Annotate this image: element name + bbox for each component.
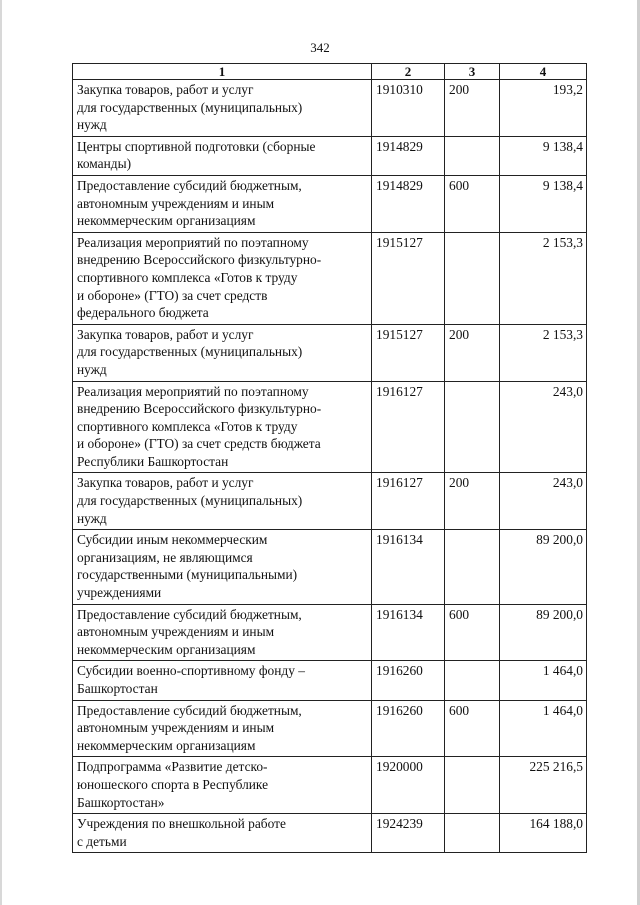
row-amount-cell: 1 464,0 [500, 661, 587, 700]
row-expense-type-cell [445, 136, 500, 175]
row-name-cell: Закупка товаров, работ и услуг для государственных (муниципальных) нужд [73, 473, 372, 530]
row-code-cell: 1916260 [372, 700, 445, 757]
row-code-cell: 1914829 [372, 136, 445, 175]
table-row [73, 232, 587, 324]
row-code-cell: 1916134 [372, 530, 445, 604]
page-number: 342 [310, 40, 330, 55]
row-code-cell: 1915127 [372, 232, 445, 324]
table-header-row [73, 64, 587, 80]
table-row [73, 814, 587, 853]
row-code-cell: 1915127 [372, 324, 445, 381]
column-header-4: 4 [500, 64, 587, 80]
row-code-cell: 1916127 [372, 473, 445, 530]
row-expense-type-cell: 200 [445, 324, 500, 381]
table-row [73, 80, 587, 137]
row-expense-type-cell [445, 757, 500, 814]
row-expense-type-cell: 600 [445, 175, 500, 232]
row-name-cell: Закупка товаров, работ и услуг для государственных (муниципальных) нужд [73, 80, 372, 137]
row-amount-cell: 193,2 [500, 80, 587, 137]
row-name-cell: Закупка товаров, работ и услуг для государственных (муниципальных) нужд [73, 324, 372, 381]
column-header-3: 3 [445, 64, 500, 80]
row-expense-type-cell: 200 [445, 473, 500, 530]
column-header-2: 2 [372, 64, 445, 80]
row-amount-cell: 2 153,3 [500, 232, 587, 324]
row-name-cell: Центры спортивной подготовки (сборные команды) [73, 136, 372, 175]
table-row [73, 700, 587, 757]
row-expense-type-cell [445, 381, 500, 473]
table-row [73, 136, 587, 175]
row-amount-cell: 9 138,4 [500, 175, 587, 232]
table-row [73, 381, 587, 473]
row-amount-cell: 243,0 [500, 381, 587, 473]
row-code-cell: 1916260 [372, 661, 445, 700]
row-code-cell: 1924239 [372, 814, 445, 853]
row-amount-cell: 2 153,3 [500, 324, 587, 381]
row-expense-type-cell: 600 [445, 604, 500, 661]
budget-table [72, 63, 587, 853]
row-name-cell: Предоставление субсидий бюджетным, автономным учреждениям и иным некоммерческим организациям [73, 175, 372, 232]
row-name-cell: Субсидии военно-спортивному фонду – Башкортостан [73, 661, 372, 700]
table-row [73, 473, 587, 530]
row-name-cell: Учреждения по внешкольной работе с детьми [73, 814, 372, 853]
row-expense-type-cell [445, 232, 500, 324]
row-amount-cell: 89 200,0 [500, 530, 587, 604]
row-amount-cell: 225 216,5 [500, 757, 587, 814]
row-code-cell: 1914829 [372, 175, 445, 232]
column-header-1: 1 [73, 64, 372, 80]
row-name-cell: Предоставление субсидий бюджетным, автономным учреждениям и иным некоммерческим организациям [73, 604, 372, 661]
row-expense-type-cell [445, 530, 500, 604]
row-code-cell: 1916127 [372, 381, 445, 473]
table-row [73, 324, 587, 381]
row-code-cell: 1916134 [372, 604, 445, 661]
row-name-cell: Предоставление субсидий бюджетным, автономным учреждениям и иным некоммерческим организациям [73, 700, 372, 757]
row-name-cell: Реализация мероприятий по поэтапному внедрению Всероссийского физкультурно- спортивного комплекса «Готов к труду и обороне» (ГТО) за счет средств бюджета Республики Башкортостан [73, 381, 372, 473]
scan-edge-left [0, 0, 2, 905]
row-name-cell: Подпрограмма «Развитие детско- юношеского спорта в Республике Башкортостан» [73, 757, 372, 814]
row-expense-type-cell: 600 [445, 700, 500, 757]
table-row [73, 757, 587, 814]
row-expense-type-cell [445, 814, 500, 853]
row-expense-type-cell [445, 661, 500, 700]
row-code-cell: 1920000 [372, 757, 445, 814]
row-amount-cell: 164 188,0 [500, 814, 587, 853]
table-row [73, 604, 587, 661]
row-amount-cell: 243,0 [500, 473, 587, 530]
table-row [73, 661, 587, 700]
row-name-cell: Субсидии иным некоммерческим организациям, не являющимся государственными (муниципальными) учреждениями [73, 530, 372, 604]
row-code-cell: 1910310 [372, 80, 445, 137]
row-amount-cell: 89 200,0 [500, 604, 587, 661]
row-expense-type-cell: 200 [445, 80, 500, 137]
row-amount-cell: 1 464,0 [500, 700, 587, 757]
row-amount-cell: 9 138,4 [500, 136, 587, 175]
table-row [73, 530, 587, 604]
row-name-cell: Реализация мероприятий по поэтапному внедрению Всероссийского физкультурно- спортивного комплекса «Готов к труду и обороне» (ГТО) за счет средств федерального бюджета [73, 232, 372, 324]
table-row [73, 175, 587, 232]
